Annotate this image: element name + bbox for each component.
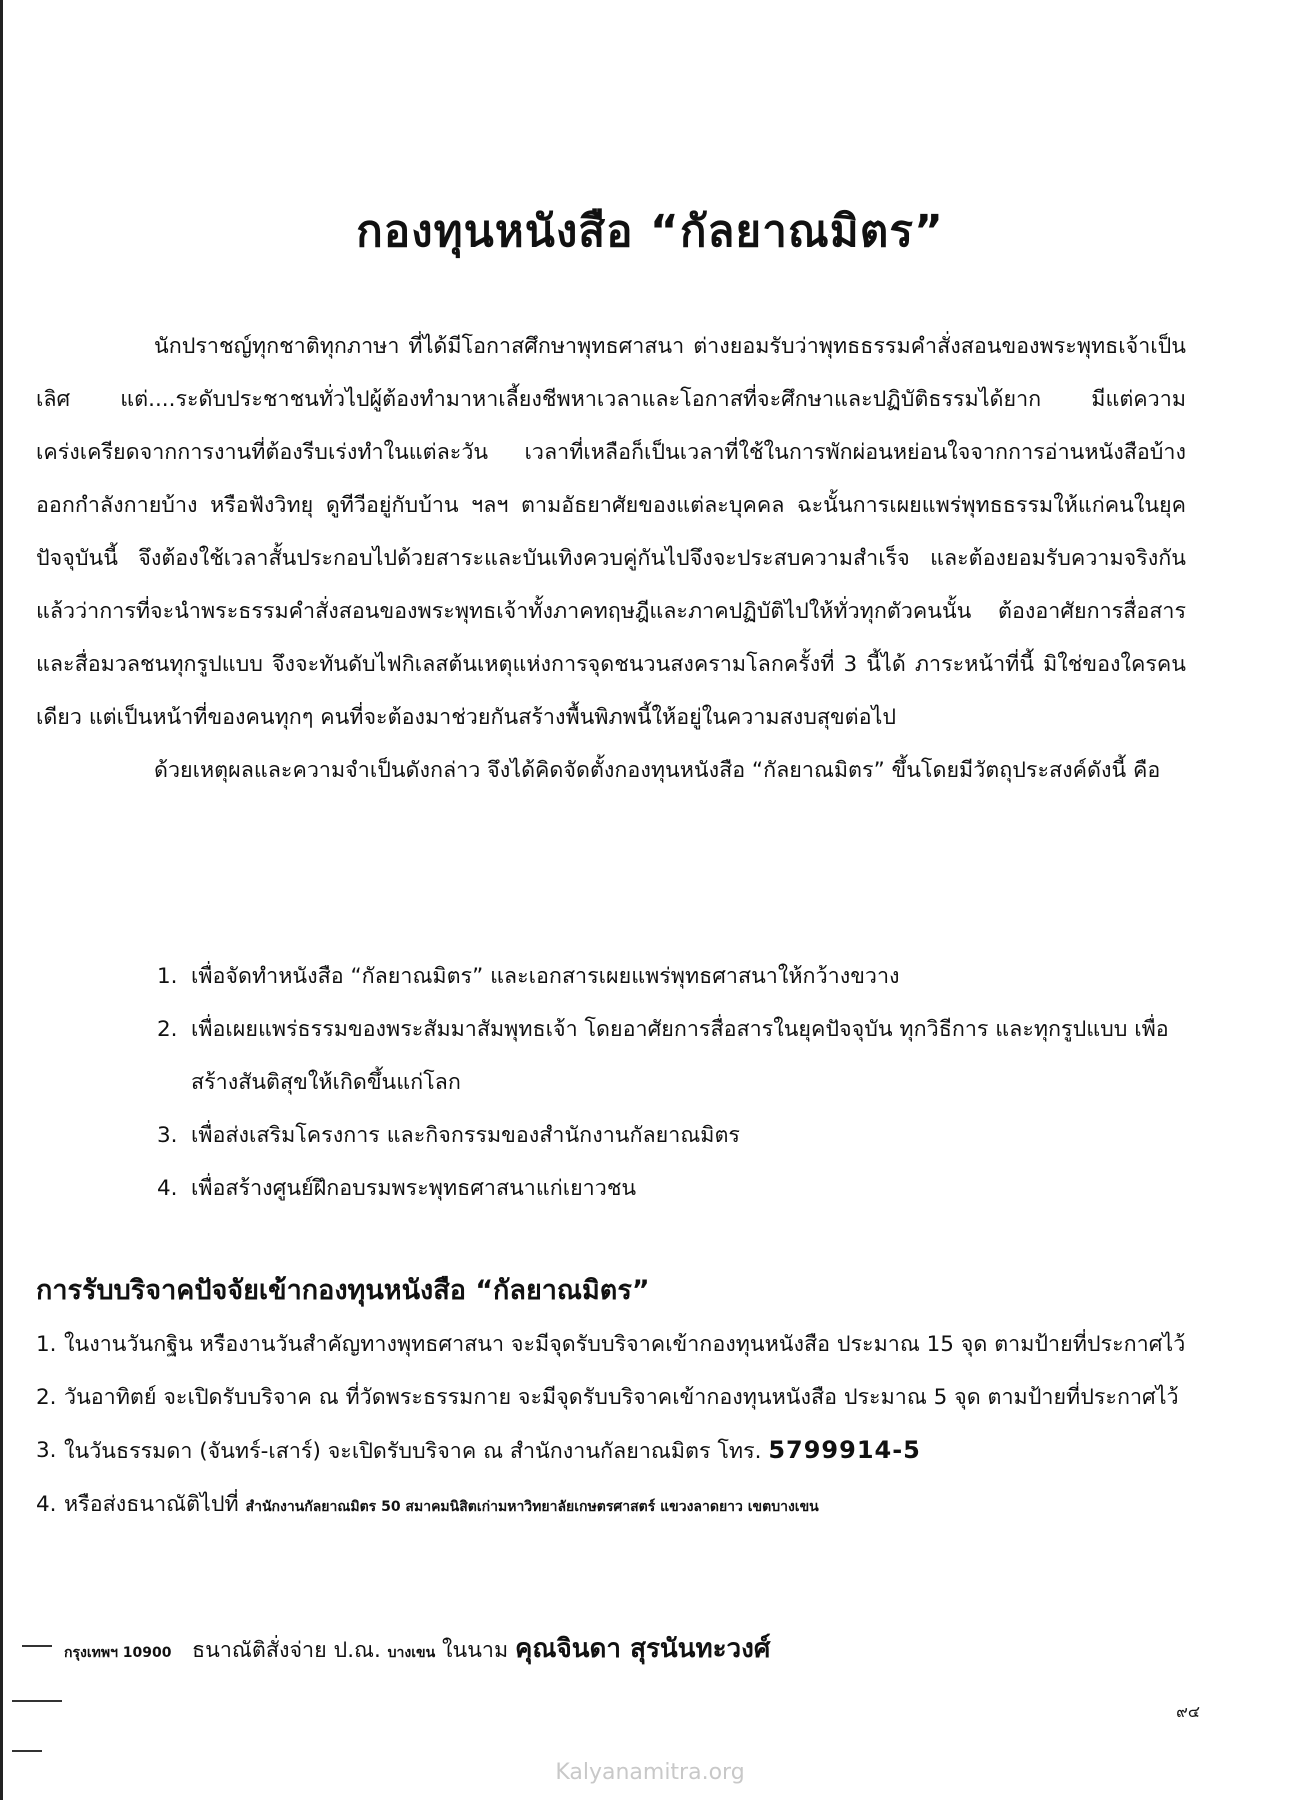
list-text: ในวันธรรมดา (จันทร์-เสาร์) จะเปิดรับบริจาค ณ สำนักงานกัลยาณมิตร โทร. [64,1439,762,1464]
objectives-list [157,950,1177,1215]
list-number: 4. [36,1492,57,1517]
list-item [36,1424,1186,1478]
list-number: 1. [36,1332,57,1357]
list-number: 4. [157,1176,178,1201]
list-number: 3. [157,1123,178,1148]
post-office: บางเขน [387,1645,436,1661]
watermark: Kalyanamitra.org [555,1760,745,1785]
list-number: 2. [157,1017,178,1042]
list-item [36,1478,1186,1534]
money-order-text: ธนาณัติสั่งจ่าย ป.ณ. [192,1638,381,1663]
list-item [36,1318,1186,1371]
list-text: วันอาทิตย์ จะเปิดรับบริจาค ณ ที่วัดพระธรรมกาย จะมีจุดรับบริจาคเข้ากองทุนหนังสือ ประมาณ 5 จุด ตามป้ายที่ประกาศไว้ [64,1385,1179,1410]
list-text: เพื่อเผยแพร่ธรรมของพระสัมมาสัมพุทธเจ้า โดยอาศัยการสื่อสารในยุคปัจจุบัน ทุกวิธีการ และทุกรูปแบบ เพื่อสร้างสันติสุขให้เกิดขึ้นแก่โลก [191,1017,1169,1095]
list-item [157,1162,1177,1215]
mailing-address: สำนักงานกัลยาณมิตร 50 สมาคมนิสิตเก่ามหาวิทยาลัยเกษตรศาสตร์ แขวงลาดยาว เขตบางเขน [245,1499,819,1515]
paragraph-intro: นักปราชญ์ทุกชาติทุกภาษา ที่ได้มีโอกาสศึกษาพุทธศาสนา ต่างยอมรับว่าพุทธธรรมคำสั่งสอนของพระพุทธเจ้าเป็นเลิศ แต่....ระดับประชาชนทั่วไปผู้ต้องทำมาหาเลี้ยงชีพหาเวลาและโอกาสที่จะศึกษาและปฏิบัติธรรมได้ยาก มีแต่ความเคร่งเครียดจากการงานที่ต้องรีบเร่งทำในแต่ละวัน เวลาที่เหลือก็เป็นเวลาที่ใช้ในการพักผ่อนหย่อนใจจากการอ่านหนังสือบ้าง ออกกำลังกายบ้าง หรือฟังวิทยุ ดูทีวีอยู่กับบ้าน ฯลฯ ตามอัธยาศัยของแต่ละบุคคล ฉะนั้นการเผยแพร่พุทธธรรมให้แก่คนในยุคปัจจุบันนี้ จึงต้องใช้เวลาสั้นประกอบไปด้วยสาระและบันเทิงควบคู่กันไปจึงจะประสบความสำเร็จ และต้องยอมรับความจริงกันแล้วว่าการที่จะนำพระธรรมคำสั่งสอนของพระพุทธเจ้าทั้งภาคทฤษฎีและภาคปฏิบัติไปให้ทั่วทุกตัวคนนั้น ต้องอาศัยการสื่อสารและสื่อมวลชนทุกรูปแบบ จึงจะทันดับไฟกิเลสต้นเหตุแห่งการจุดชนวนสงครามโลกครั้งที่ 3 นี้ได้ ภาระหน้าที่นี้ มิใช่ของใครคนเดียว แต่เป็นหน้าที่ของคนทุกๆ คนที่จะต้องมาช่วยกันสร้างพื้นพิภพนี้ให้อยู่ในความสงบสุขต่อไป [36,334,1186,730]
donation-section-title: การรับบริจาคปัจจัยเข้ากองทุนหนังสือ “กัลยาณมิตร” [36,1275,650,1306]
list-item [157,950,1177,1003]
payment-line [64,1628,770,1669]
body-text [36,320,1186,797]
list-text: เพื่อส่งเสริมโครงการ และกิจกรรมของสำนักงานกัลยาณมิตร [191,1123,740,1148]
list-text: หรือส่งธนาณัติไปที่ [64,1492,239,1517]
page-title: กองทุนหนังสือ “กัลยาณมิตร” [356,206,944,257]
list-number: 2. [36,1385,57,1410]
list-text: ในงานวันกฐิน หรืองานวันสำคัญทางพุทธศาสนา จะมีจุดรับบริจาคเข้ากองทุนหนังสือ ประมาณ 15 จุด ตามป้ายที่ประกาศไว้ [64,1332,1186,1357]
margin-mark [12,1750,42,1752]
list-number: 1. [157,964,178,989]
postal-city: กรุงเทพฯ 10900 [64,1645,172,1661]
margin-mark [12,1700,62,1702]
page-number: ๙๔ [1176,1702,1200,1721]
list-text: เพื่อจัดทำหนังสือ “กัลยาณมิตร” และเอกสารเผยแพร่พุทธศาสนาให้กว้างขวาง [191,964,900,989]
donation-list [36,1318,1186,1534]
list-text: เพื่อสร้างศูนย์ฝึกอบรมพระพุทธศาสนาแก่เยาวชน [191,1176,637,1201]
list-item [157,1109,1177,1162]
in-name-label: ในนาม [442,1638,509,1663]
list-item [157,1003,1177,1109]
paragraph-purpose: ด้วยเหตุผลและความจำเป็นดังกล่าว จึงได้คิดจัดตั้งกองทุนหนังสือ “กัลยาณมิตร” ขึ้นโดยมีวัตถุประสงค์ดังนี้ คือ [154,758,1161,783]
page-edge [0,0,3,1800]
margin-mark [22,1645,52,1647]
list-number: 3. [36,1438,57,1463]
payee-name: คุณจินดา สุรนันทะวงศ์ [515,1634,771,1664]
list-item [36,1371,1186,1424]
phone-number: 5799914-5 [768,1436,921,1464]
